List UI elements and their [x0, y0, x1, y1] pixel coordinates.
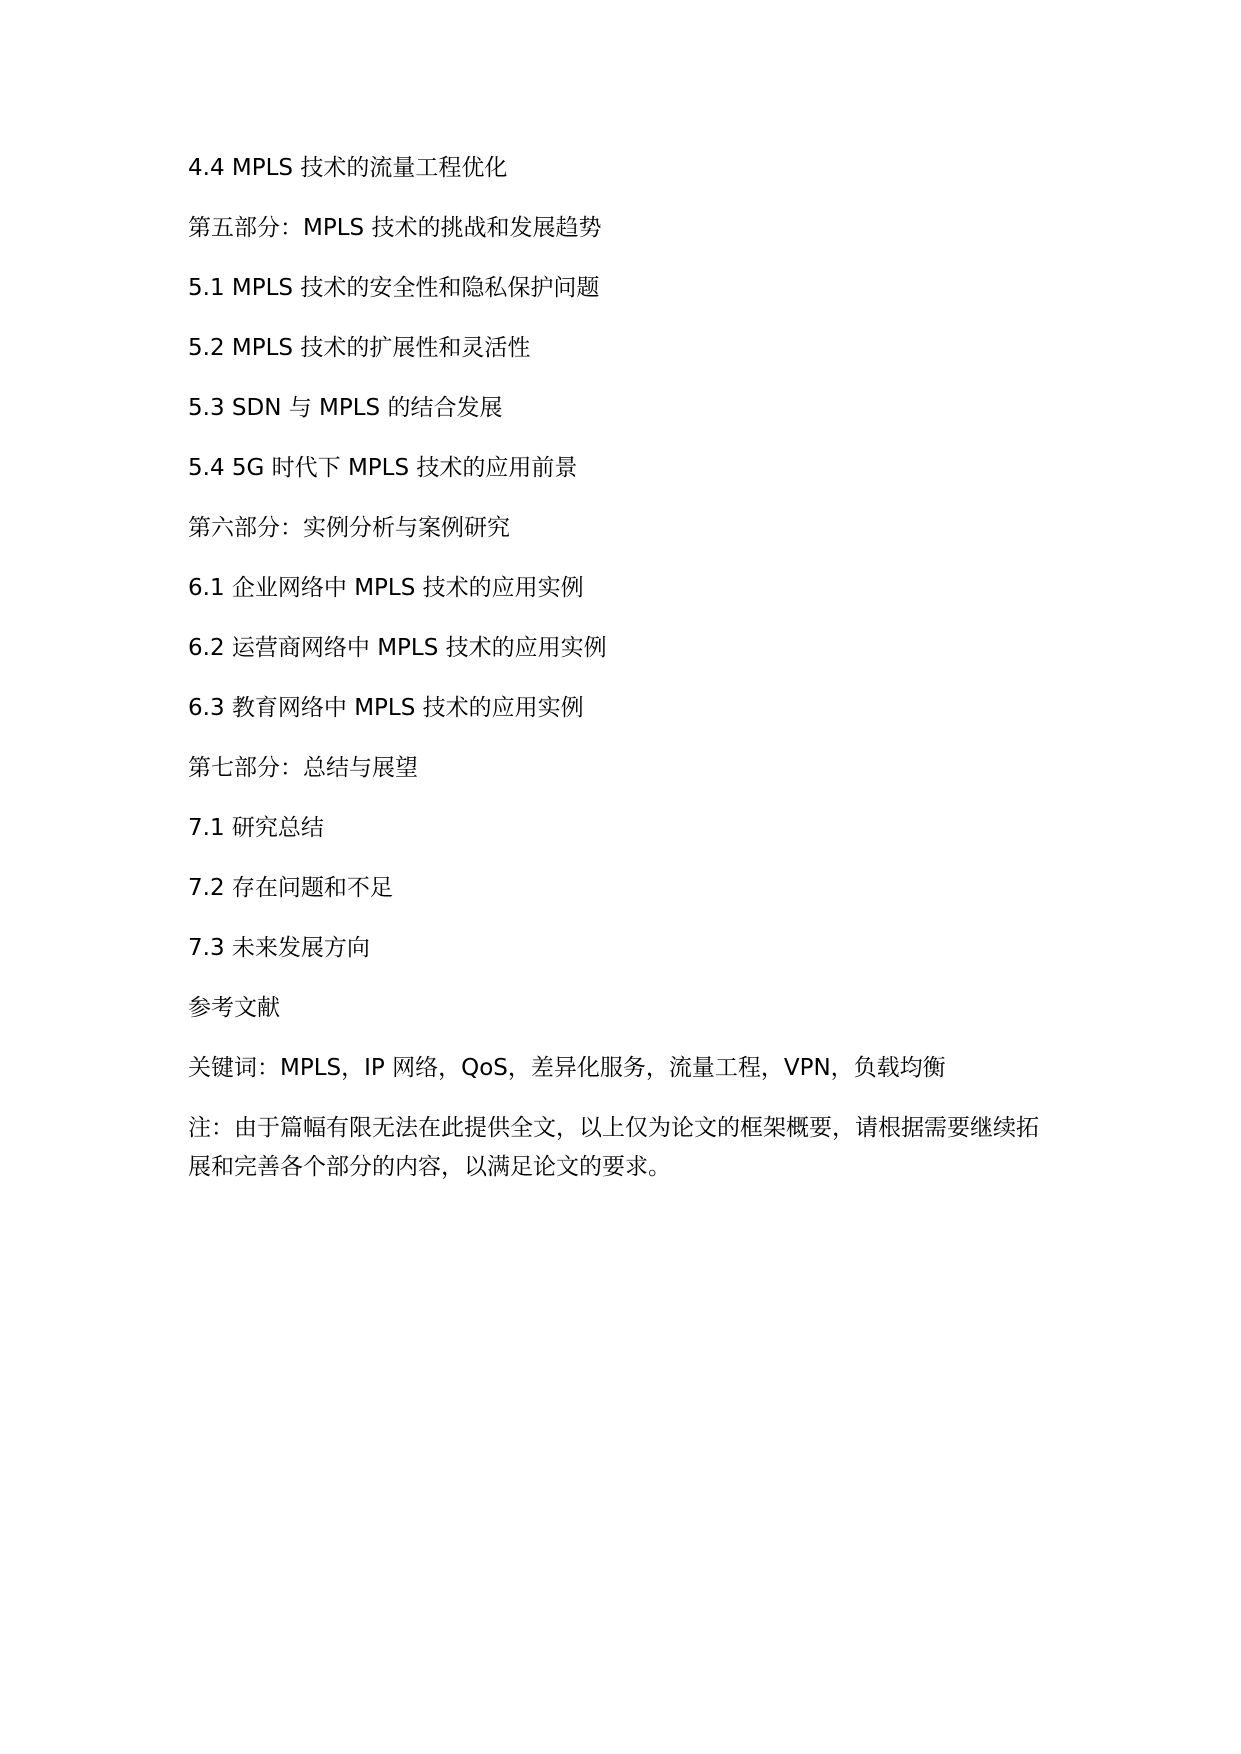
section-heading-7-3: 7.3 未来发展方向	[188, 935, 370, 961]
part-heading-6: 第六部分：实例分析与案例研究	[188, 515, 510, 541]
references-heading: 参考文献	[188, 995, 280, 1021]
section-heading-4-4: 4.4 MPLS 技术的流量工程优化	[188, 155, 508, 181]
section-heading-5-2: 5.2 MPLS 技术的扩展性和灵活性	[188, 335, 531, 361]
document-body	[188, 153, 1068, 1187]
keywords-line: 关键词：MPLS，IP 网络，QoS，差异化服务，流量工程，VPN，负载均衡	[188, 1055, 946, 1081]
section-heading-7-2: 7.2 存在问题和不足	[188, 875, 393, 901]
note-paragraph	[188, 1109, 1048, 1187]
part-heading-5: 第五部分：MPLS 技术的挑战和发展趋势	[188, 215, 602, 241]
section-heading-6-2: 6.2 运营商网络中 MPLS 技术的应用实例	[188, 635, 607, 661]
section-heading-5-3: 5.3 SDN 与 MPLS 的结合发展	[188, 395, 503, 421]
section-heading-5-4: 5.4 5G 时代下 MPLS 技术的应用前景	[188, 455, 578, 481]
section-heading-7-1: 7.1 研究总结	[188, 815, 324, 841]
note-line-1: 注：由于篇幅有限无法在此提供全文，以上仅为论文的框架概要，请根据需要继续拓	[188, 1115, 1039, 1141]
section-heading-6-3: 6.3 教育网络中 MPLS 技术的应用实例	[188, 695, 584, 721]
section-heading-5-1: 5.1 MPLS 技术的安全性和隐私保护问题	[188, 275, 600, 301]
note-line-2: 展和完善各个部分的内容，以满足论文的要求。	[188, 1154, 671, 1180]
section-heading-6-1: 6.1 企业网络中 MPLS 技术的应用实例	[188, 575, 584, 601]
part-heading-7: 第七部分：总结与展望	[188, 755, 418, 781]
